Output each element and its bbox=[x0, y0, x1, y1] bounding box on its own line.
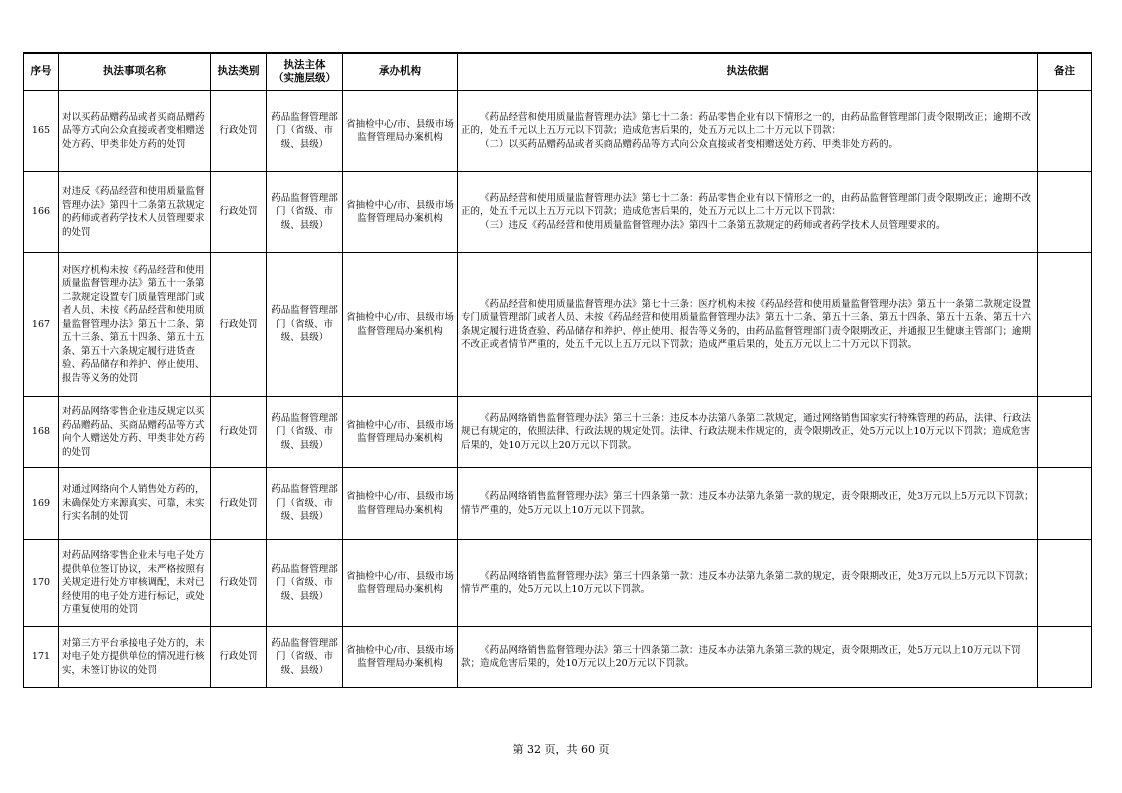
cell-note bbox=[1038, 468, 1092, 540]
cell-note bbox=[1038, 397, 1092, 468]
cell-basis bbox=[458, 468, 1038, 540]
header-subject-line1: 执法主体 bbox=[283, 58, 326, 71]
cell-note bbox=[1038, 172, 1092, 253]
cell-org: 省抽检中心/市、县级市场监督管理局办案机构 bbox=[343, 627, 458, 688]
cell-org: 省抽检中心/市、县级市场监督管理局办案机构 bbox=[343, 397, 458, 468]
cell-org: 省抽检中心/市、县级市场监督管理局办案机构 bbox=[343, 540, 458, 627]
basis-paragraph: （三）违反《药品经营和使用质量监督管理办法》第四十二条第五款规定的药师或者药学技术人员管理要求的。 bbox=[480, 219, 946, 231]
cell-type: 行政处罚 bbox=[211, 627, 267, 688]
cell-subject: 药品监督管理部门（省级、市级、县级） bbox=[267, 468, 343, 540]
header-note: 备注 bbox=[1038, 53, 1092, 91]
cell-subject: 药品监督管理部门（省级、市级、县级） bbox=[267, 172, 343, 253]
header-type: 执法类别 bbox=[211, 53, 267, 91]
cell-basis bbox=[458, 172, 1038, 253]
cell-name: 对通过网络向个人销售处方药的，未确保处方来源真实、可靠，未实行实名制的处罚 bbox=[59, 468, 211, 540]
basis-paragraph: 《药品经营和使用质量监督管理办法》第七十二条：药品零售企业有以下情形之一的，由药品监督管理部门责令限期改正；逾期不改正的，处五千元以上五万元以下罚款；造成危害后果的，处五万元以上二十万元以下罚款： bbox=[461, 192, 1032, 218]
cell-subject: 药品监督管理部门（省级、市级、县级） bbox=[267, 627, 343, 688]
header-name: 执法事项名称 bbox=[59, 53, 211, 91]
cell-no: 169 bbox=[24, 468, 59, 540]
cell-no: 171 bbox=[24, 627, 59, 688]
cell-basis bbox=[458, 253, 1038, 397]
header-org: 承办机构 bbox=[343, 53, 458, 91]
cell-note bbox=[1038, 540, 1092, 627]
basis-paragraph: 《药品经营和使用质量监督管理办法》第七十三条：医疗机构未按《药品经营和使用质量监督管理办法》第五十一条第二款规定设置专门质量管理部门或者人员、未按《药品经营和使用质量监督管理办法》第五十二条、第五十三条、第五十四条、第五十五条、第五十六条规定履行进货查验、药品储存和养护、停止使用、报告等义务的，由药品监督管理部门责令限期改正，并通报卫生健康主管部门；逾期不改正或者情节严重的，处五千元以上五万元以下罚款；造成严重后果的，处五万元以上二十万元以下罚款。 bbox=[461, 298, 1032, 350]
cell-org: 省抽检中心/市、县级市场监督管理局办案机构 bbox=[343, 253, 458, 397]
table-row bbox=[24, 91, 1092, 172]
cell-org: 省抽检中心/市、县级市场监督管理局办案机构 bbox=[343, 468, 458, 540]
basis-paragraph: 《药品网络销售监督管理办法》第三十四条第一款：违反本办法第九条第二款的规定，责令限期改正，处3万元以上5万元以下罚款；情节严重的，处5万元以上10万元以下罚款。 bbox=[461, 570, 1034, 595]
cell-name: 对药品网络零售企业违反规定以买药品赠药品、买商品赠药品等方式向个人赠送处方药、甲类非处方药的处罚 bbox=[59, 397, 211, 468]
cell-type: 行政处罚 bbox=[211, 91, 267, 172]
cell-basis bbox=[458, 540, 1038, 627]
cell-subject: 药品监督管理部门（省级、市级、县级） bbox=[267, 540, 343, 627]
basis-paragraph: 《药品网络销售监督管理办法》第三十四条第一款：违反本办法第九条第一款的规定，责令限期改正，处3万元以上5万元以下罚款；情节严重的，处5万元以上10万元以下罚款。 bbox=[461, 491, 1034, 516]
cell-basis bbox=[458, 397, 1038, 468]
basis-paragraph: （二）以买药品赠药品或者买商品赠药品等方式向公众直接或者变相赠送处方药、甲类非处方药的。 bbox=[480, 138, 899, 150]
cell-type: 行政处罚 bbox=[211, 468, 267, 540]
table-row bbox=[24, 172, 1092, 253]
header-basis: 执法依据 bbox=[458, 53, 1038, 91]
cell-type: 行政处罚 bbox=[211, 540, 267, 627]
cell-name: 对以买药品赠药品或者买商品赠药品等方式向公众直接或者变相赠送处方药、甲类非处方药的处罚 bbox=[59, 91, 211, 172]
header-row bbox=[24, 53, 1092, 91]
basis-paragraph: 《药品网络销售监督管理办法》第三十三条：违反本办法第八条第二款规定，通过网络销售国家实行特殊管理的药品，法律、行政法规已有规定的，依照法律、行政法规的规定处罚。法律、行政法规未作规定的，责令限期改正，处5万元以上10万元以下罚款；造成危害后果的，处10万元以上20万元以下罚款。 bbox=[461, 412, 1032, 451]
cell-subject: 药品监督管理部门（省级、市级、县级） bbox=[267, 397, 343, 468]
cell-name: 对医疗机构未按《药品经营和使用质量监督管理办法》第五十一条第二款规定设置专门质量管理部门或者人员、未按《药品经营和使用质量监督管理办法》第五十二条、第五十三条、第五十四条、第五十五条、第五十六条规定履行进货查验、药品储存和养护、停止使用、报告等义务的处罚 bbox=[59, 253, 211, 397]
basis-paragraph: 《药品网络销售监督管理办法》第三十四条第二款：违反本办法第九条第三款的规定，责令限期改正，处5万元以上10万元以下罚款；造成危害后果的，处10万元以上20万元以下罚款。 bbox=[461, 644, 1021, 669]
cell-name: 对药品网络零售企业未与电子处方提供单位签订协议，未严格按照有关规定进行处方审核调配，未对已经使用的电子处方进行标记，或处方重复使用的处罚 bbox=[59, 540, 211, 627]
cell-type: 行政处罚 bbox=[211, 397, 267, 468]
cell-no: 167 bbox=[24, 253, 59, 397]
cell-name: 对违反《药品经营和使用质量监督管理办法》第四十二条第五款规定的药师或者药学技术人员管理要求的处罚 bbox=[59, 172, 211, 253]
cell-note bbox=[1038, 627, 1092, 688]
cell-note bbox=[1038, 91, 1092, 172]
table-row bbox=[24, 397, 1092, 468]
table-row bbox=[24, 253, 1092, 397]
header-subject bbox=[267, 53, 343, 91]
header-no: 序号 bbox=[24, 53, 59, 91]
table-row bbox=[24, 468, 1092, 540]
header-subject-line2: （实施层级） bbox=[273, 72, 336, 84]
page-number: 第 32 页，共 60 页 bbox=[512, 743, 610, 756]
cell-org: 省抽检中心/市、县级市场监督管理局办案机构 bbox=[343, 91, 458, 172]
cell-basis bbox=[458, 91, 1038, 172]
cell-name: 对第三方平台承接电子处方的，未对电子处方提供单位的情况进行核实，未签订协议的处罚 bbox=[59, 627, 211, 688]
cell-note bbox=[1038, 253, 1092, 397]
cell-no: 165 bbox=[24, 91, 59, 172]
cell-type: 行政处罚 bbox=[211, 253, 267, 397]
basis-paragraph: 《药品经营和使用质量监督管理办法》第七十二条：药品零售企业有以下情形之一的，由药品监督管理部门责令限期改正；逾期不改正的，处五千元以上五万元以下罚款；造成危害后果的，处五万元以上二十万元以下罚款： bbox=[461, 111, 1032, 137]
cell-basis bbox=[458, 627, 1038, 688]
cell-org: 省抽检中心/市、县级市场监督管理局办案机构 bbox=[343, 172, 458, 253]
cell-no: 170 bbox=[24, 540, 59, 627]
cell-subject: 药品监督管理部门（省级、市级、县级） bbox=[267, 253, 343, 397]
cell-no: 166 bbox=[24, 172, 59, 253]
cell-subject: 药品监督管理部门（省级、市级、县级） bbox=[267, 91, 343, 172]
cell-type: 行政处罚 bbox=[211, 172, 267, 253]
table-row bbox=[24, 540, 1092, 627]
cell-no: 168 bbox=[24, 397, 59, 468]
table-row bbox=[24, 627, 1092, 688]
enforcement-table bbox=[23, 52, 1092, 688]
